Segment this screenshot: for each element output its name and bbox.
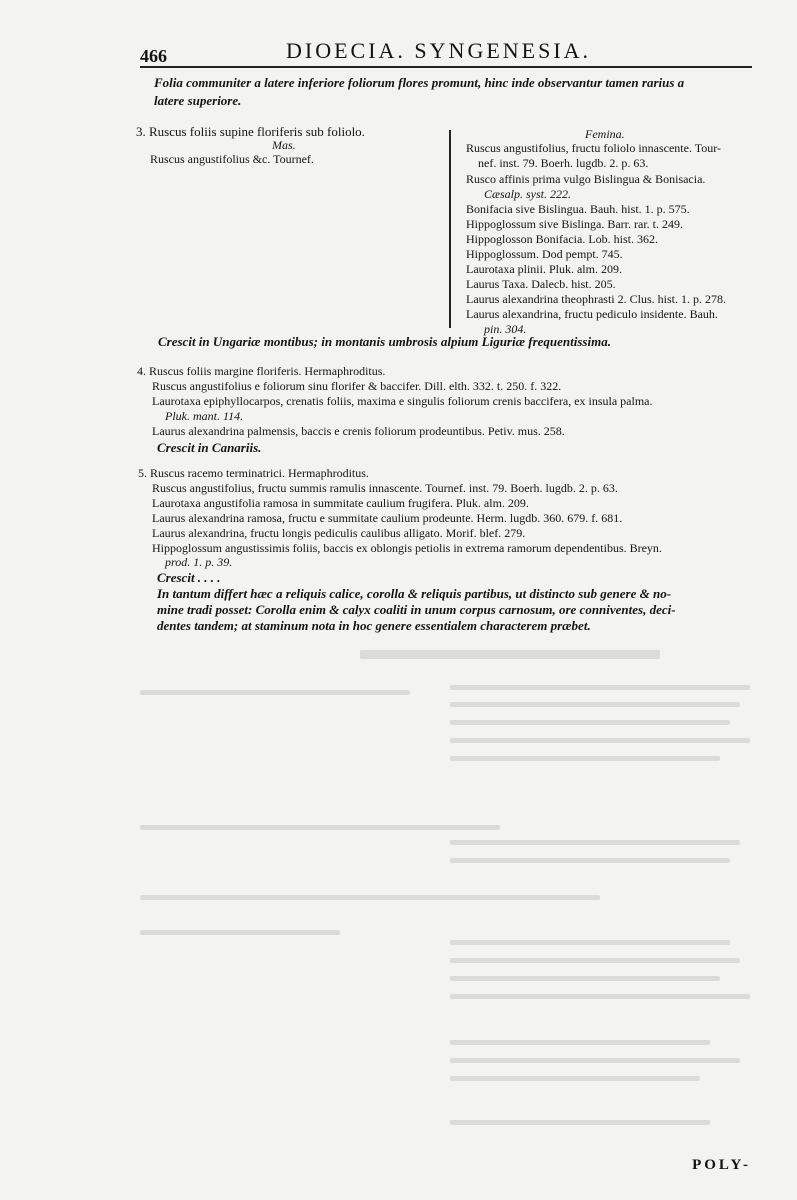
- column-divider: [449, 130, 451, 328]
- species-5-note-line: In tantum differt hæc a reliquis calice, corolla & reliquis partibus, ut distincto sub genere & no-: [157, 586, 672, 601]
- species-5-note-line: dentes tandem; at staminum nota in hoc genere essentialem characterem præbet.: [157, 618, 591, 633]
- intro-line-1: Folia communiter a latere inferiore foliorum flores promunt, hinc inde observantur tamen rarius a: [154, 75, 685, 90]
- femina-entry: Laurus Taxa. Dalecb. hist. 205.: [466, 277, 616, 291]
- species-3-crescit: Crescit in Ungariæ montibus; in montanis umbrosis alpium Liguriæ frequentissima.: [158, 334, 611, 349]
- species-3-mas-label: Mas.: [272, 138, 296, 152]
- species-5-title: 5. Ruscus racemo terminatrici. Hermaphroditus.: [138, 466, 369, 480]
- intro-line-2: latere superiore.: [154, 93, 242, 108]
- femina-entry: Laurotaxa plinii. Pluk. alm. 209.: [466, 262, 622, 276]
- species-3-femina-label: Femina.: [585, 127, 625, 141]
- species-3-mas-entry: Ruscus angustifolius &c. Tournef.: [150, 152, 314, 166]
- femina-entry: Cæsalp. syst. 222.: [484, 187, 572, 201]
- species-5-note-line: mine tradi posset: Corolla enim & calyx coaliti in unum corpus carnosum, ore conniventes, deci-: [157, 602, 676, 617]
- femina-entry: pin. 304.: [484, 322, 527, 336]
- species-5-line: Laurus alexandrina, fructu longis pediculis caulibus alligato. Morif. blef. 279.: [152, 526, 526, 540]
- species-5-line: Hippoglossum angustissimis foliis, baccis ex oblongis petiolis in extrema ramorum dependentibus. Breyn.: [152, 541, 662, 555]
- species-4-line: Laurotaxa epiphyllocarpos, crenatis foliis, maxima e singulis foliorum crenis baccifera, ex insula palma.: [152, 394, 653, 408]
- femina-entry: Hippoglossum sive Bislinga. Barr. rar. t. 249.: [466, 217, 683, 231]
- femina-entry: Ruscus angustifolius, fructu foliolo innascente. Tour-: [466, 141, 721, 155]
- species-4-line: Ruscus angustifolius e foliorum sinu florifer & baccifer. Dill. elth. 332. t. 250. f. 322.: [152, 379, 562, 393]
- species-4-line: Laurus alexandrina palmensis, baccis e crenis foliorum prodeuntibus. Petiv. mus. 258.: [152, 424, 565, 438]
- species-5-line: prod. 1. p. 39.: [165, 555, 233, 569]
- femina-entry: Hippoglossum. Dod pempt. 745.: [466, 247, 623, 261]
- femina-entry: Laurus alexandrina, fructu pediculo insidente. Bauh.: [466, 307, 718, 321]
- species-5-line: Ruscus angustifolius, fructu summis ramulis innascente. Tournef. inst. 79. Boerh. lugdb. 2. p. 63.: [152, 481, 618, 495]
- catchword: POLY-: [692, 1157, 751, 1173]
- species-5-line: Laurotaxa angustifolia ramosa in summitate caulium frugifera. Pluk. alm. 209.: [152, 496, 529, 510]
- femina-entry: nef. inst. 79. Boerh. lugdb. 2. p. 63.: [478, 156, 649, 170]
- femina-entry: Bonifacia sive Bislingua. Bauh. hist. 1. p. 575.: [466, 202, 690, 216]
- femina-entry: Hippoglosson Bonifacia. Lob. hist. 362.: [466, 232, 658, 246]
- femina-entry: Rusco affinis prima vulgo Bislingua & Bonisacia.: [466, 172, 706, 186]
- page-number: 466: [140, 46, 167, 66]
- species-4-line: Pluk. mant. 114.: [165, 409, 244, 423]
- species-4-crescit: Crescit in Canariis.: [157, 440, 262, 455]
- running-title: DIOECIA. SYNGENESIA.: [286, 38, 592, 63]
- species-5-line: Laurus alexandrina ramosa, fructu e summitate caulium prodeunte. Herm. lugdb. 360. 679. f. 681.: [152, 511, 623, 525]
- show-through-shadow: [120, 640, 770, 1160]
- species-4-title: 4. Ruscus foliis margine floriferis. Hermaphroditus.: [137, 364, 386, 378]
- species-5-crescit: Crescit . . . .: [157, 570, 221, 585]
- species-3-title: 3. Ruscus foliis supine floriferis sub foliolo.: [136, 124, 365, 139]
- header-rule: [140, 66, 752, 68]
- femina-entry: Laurus alexandrina theophrasti 2. Clus. hist. 1. p. 278.: [466, 292, 726, 306]
